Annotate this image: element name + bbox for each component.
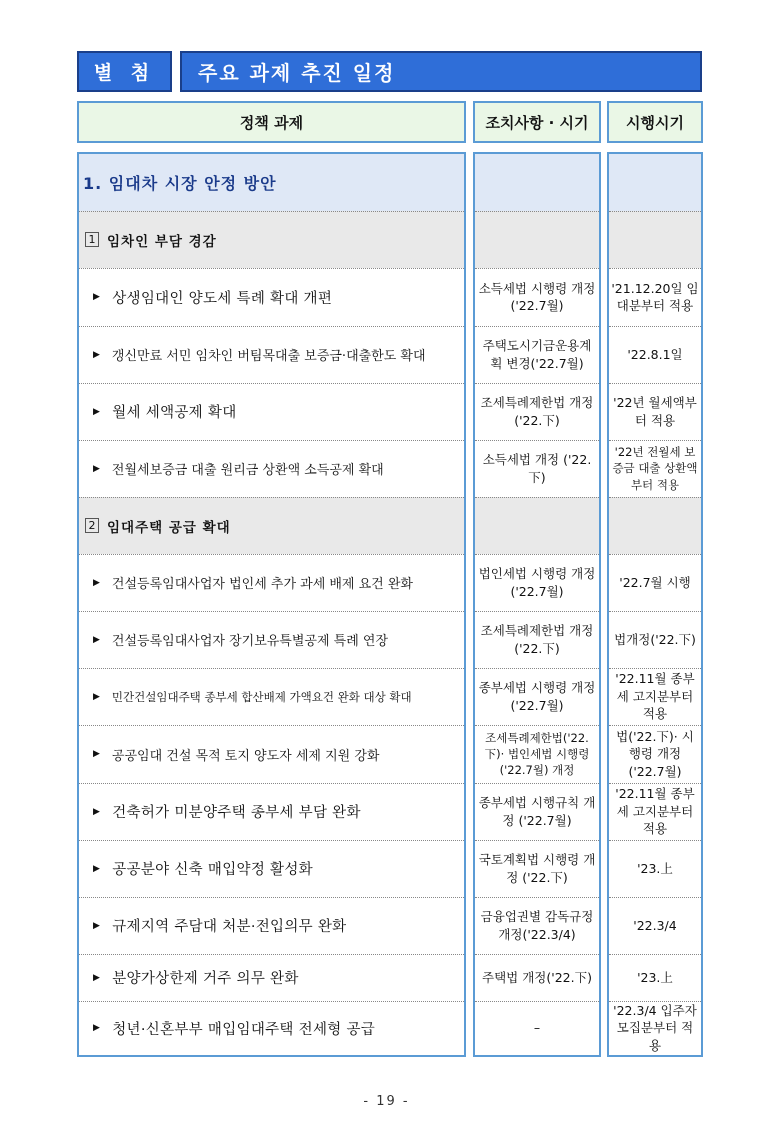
when-cell: '23.上 [637, 969, 673, 985]
group-title [79, 211, 464, 268]
when-cell: '22.7월 시행 [619, 574, 691, 590]
task-row [79, 554, 464, 611]
task-row [79, 268, 464, 326]
bullet-icon: ▶ [93, 349, 100, 360]
group-number: 2 [85, 518, 99, 533]
group-shade [609, 211, 701, 268]
task-row [79, 326, 464, 383]
bullet-icon: ▶ [93, 920, 101, 931]
page-number: - 19 - [363, 1094, 410, 1109]
bullet-icon: ▶ [93, 1023, 101, 1033]
task-label: 공공분야 신축 매입약정 활성화 [112, 862, 313, 878]
when-cell: '22년 전월세 보증금 대출 상환액부터 적용 [612, 445, 698, 492]
action-cell: 금융업권별 감독규정 개정('22.3/4) [480, 909, 594, 942]
task-label: 민간건설임대주택 종부세 합산배제 가액요건 완화 대상 확대 [111, 689, 412, 704]
group-shade [475, 497, 599, 554]
when-cell: '22.11월 종부세 고지분부터 적용 [615, 786, 695, 837]
action-cell: 조세특례제한법 개정 ('22.下) [480, 623, 594, 656]
task-label: 전월세보증금 대출 원리금 상환액 소득공제 확대 [111, 463, 384, 478]
task-row [79, 668, 464, 725]
header-when: 시행시기 [607, 101, 703, 143]
bullet-icon: ▶ [93, 691, 100, 702]
bullet-icon: ▶ [93, 463, 100, 474]
action-cell: 주택도시기금운용계획 변경('22.7월) [482, 338, 592, 371]
group-number: 1 [85, 232, 99, 247]
when-cell: 법개정('22.下) [614, 631, 696, 647]
task-row [79, 783, 464, 840]
action-cell: 소득세법 개정 ('22.下) [482, 452, 592, 485]
task-row [79, 1001, 464, 1055]
action-cell: 소득세법 시행령 개정 ('22.7월) [478, 280, 596, 313]
section-title: 1. 임대차 시장 안정 방안 [83, 174, 277, 193]
task-label: 청년·신혼부부 매입임대주택 전세형 공급 [112, 1021, 376, 1038]
group-label: 임대주택 공급 확대 [107, 519, 231, 536]
when-column [607, 152, 703, 1057]
task-row [79, 954, 464, 1001]
bullet-icon: ▶ [93, 863, 101, 874]
group-shade [475, 211, 599, 268]
group-title [79, 497, 464, 554]
group-shade [609, 497, 701, 554]
header-task: 정책 과제 [77, 101, 466, 143]
when-cell: '23.上 [637, 860, 673, 876]
when-cell: '21.12.20일 임대분부터 적용 [611, 280, 699, 313]
bullet-icon: ▶ [93, 406, 101, 417]
task-label: 월세 세액공제 확대 [112, 405, 237, 421]
task-row [79, 383, 464, 440]
task-column [77, 152, 466, 1057]
when-cell: 법('22.下)· 시행령 개정('22.7월) [616, 728, 694, 779]
action-cell: – [533, 1020, 541, 1036]
task-label: 갱신만료 서민 임차인 버팀목대출 보증금·대출한도 확대 [111, 349, 426, 364]
action-cell: 종부세법 시행규칙 개정 ('22.7월) [478, 795, 596, 828]
bullet-icon: ▶ [93, 577, 100, 588]
when-cell: '22.8.1일 [627, 346, 683, 362]
group-label: 임차인 부담 경감 [107, 233, 217, 250]
task-row [79, 897, 464, 954]
bullet-icon: ▶ [93, 972, 101, 983]
bullet-icon: ▶ [93, 806, 101, 817]
action-cell: 법인세법 시행령 개정 ('22.7월) [478, 566, 596, 599]
header-action: 조치사항 · 시기 [473, 101, 601, 143]
task-row [79, 725, 464, 783]
section-shade [609, 154, 701, 211]
task-label: 규제지역 주담대 처분·전입의무 완화 [112, 919, 347, 935]
action-column [473, 152, 601, 1057]
task-row [79, 611, 464, 668]
action-cell: 주택법 개정('22.下) [482, 969, 592, 985]
action-cell: 조세특례제한법('22.下)· 법인세법 시행령('22.7월) 개정 [484, 730, 590, 778]
bullet-icon: ▶ [93, 292, 101, 302]
attachment-label: 별 첨 [77, 51, 172, 92]
task-label: 공공임대 건설 목적 토지 양도자 세제 지원 강화 [111, 748, 380, 764]
page-title: 주요 과제 추진 일정 [180, 51, 702, 92]
task-label: 건설등록임대사업자 법인세 추가 과세 배제 요건 완화 [111, 577, 413, 592]
action-cell: 종부세법 시행령 개정 ('22.7월) [478, 680, 596, 713]
task-label: 건설등록임대사업자 장기보유특별공제 특례 연장 [111, 634, 389, 649]
task-label: 상생임대인 양도세 특례 확대 개편 [112, 290, 333, 307]
when-cell: '22.11월 종부세 고지분부터 적용 [615, 671, 695, 722]
bullet-icon: ▶ [93, 634, 100, 645]
section-shade [475, 154, 599, 211]
when-cell: '22.3/4 입주자 모집분부터 적용 [613, 1002, 697, 1053]
when-cell: '22.3/4 [633, 917, 677, 933]
task-row [79, 840, 464, 897]
task-row [79, 440, 464, 497]
task-label: 건축허가 미분양주택 종부세 부담 완화 [112, 805, 361, 821]
action-cell: 국토계획법 시행령 개정 ('22.下) [478, 852, 596, 885]
when-cell: '22년 월세액부터 적용 [613, 395, 697, 428]
bullet-icon: ▶ [93, 749, 100, 759]
task-label: 분양가상한제 거주 의무 완화 [112, 971, 299, 987]
action-cell: 조세특례제한법 개정 ('22.下) [480, 395, 594, 428]
